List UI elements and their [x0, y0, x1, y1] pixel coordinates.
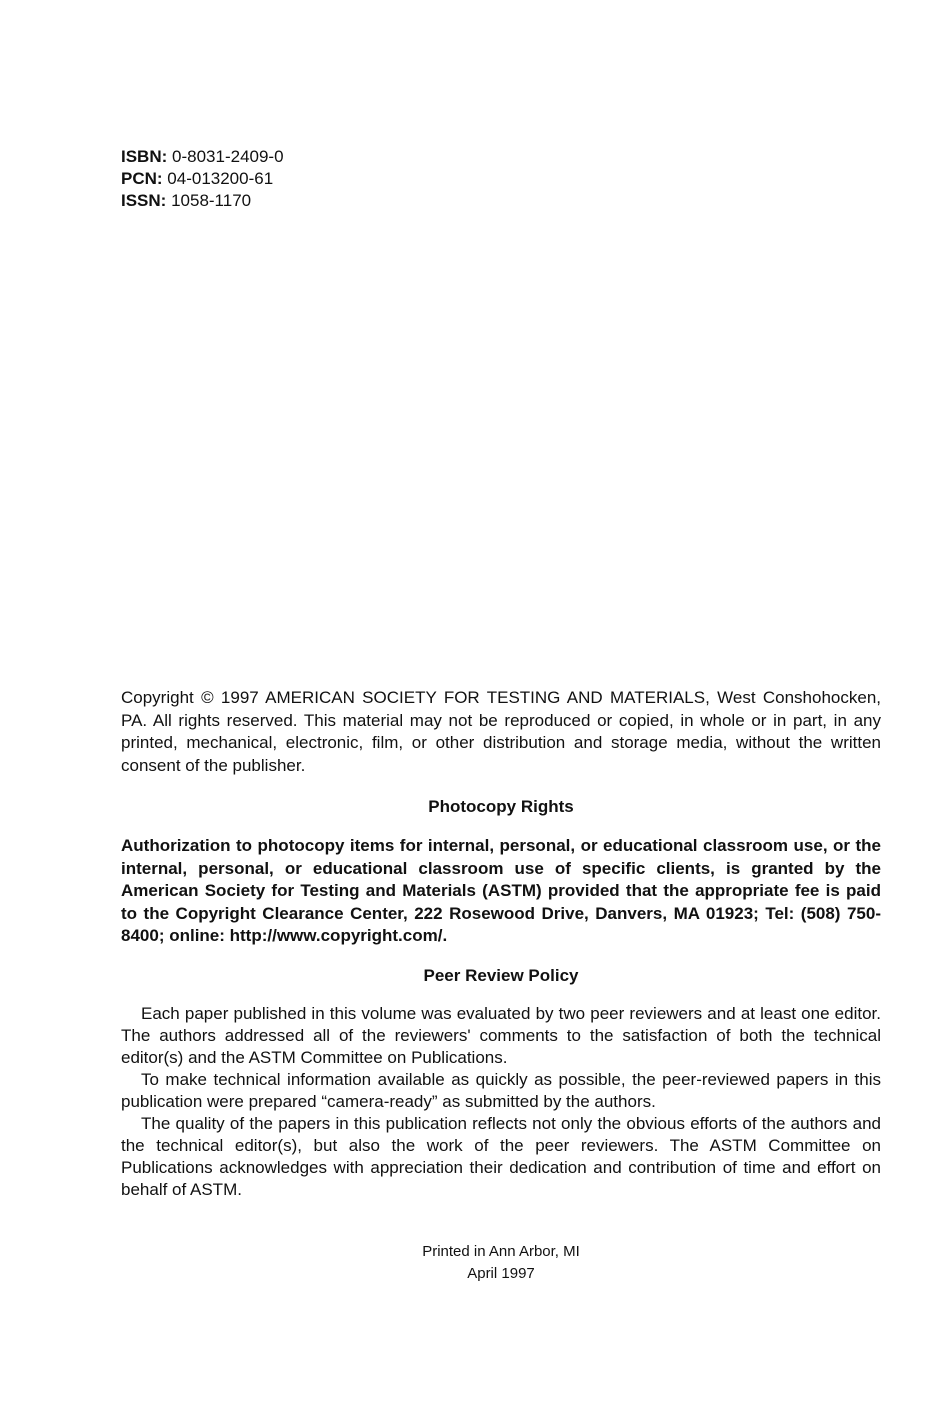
copyright-notice [121, 687, 881, 777]
isbn-row [121, 146, 284, 168]
isbn-value: 0-8031-2409-0 [172, 147, 284, 166]
issn-row [121, 190, 284, 212]
peer-review-paragraph-3: The quality of the papers in this publication reflects not only the obvious efforts of the authors and the technical editor(s), but also the work of the peer reviewers. The ASTM Committee on Publications acknowledges with appreciation their dedication and contribution of time and effort on behalf of ASTM. [121, 1114, 881, 1199]
peer-review-heading: Peer Review Policy [423, 966, 579, 985]
copyright-text: Copyright © 1997 AMERICAN SOCIETY FOR TESTING AND MATERIALS, West Conshohocken, PA. All rights reserved. This material may not be reproduced or copied, in whole or in part, in any printed, mechanical, electronic, film, or other distribution and storage media, without the written consent of the publisher. [121, 688, 881, 775]
identifier-block [121, 146, 284, 212]
photocopy-rights-heading: Photocopy Rights [428, 797, 574, 816]
peer-review-paragraph-2: To make technical information available as quickly as possible, the peer-reviewed papers in this publication were prepared “camera-ready” as submitted by the authors. [121, 1070, 881, 1111]
peer-review-paragraph-1: Each paper published in this volume was evaluated by two peer reviewers and at least one editor. The authors addressed all of the reviewers' comments to the satisfaction of both the technical editor(s) and the ASTM Committee on Publications. [121, 1004, 881, 1067]
pcn-label: PCN: [121, 169, 163, 188]
photocopy-rights-text: Authorization to photocopy items for internal, personal, or educational classroom use, or the internal, personal, or educational classroom use of specific clients, is granted by the American Society for Testing and Materials (ASTM) provided that the appropriate fee is paid to the Copyright Clearance Center, 222 Rosewood Drive, Danvers, MA 01923; Tel: (508) 750-8400; online: http://www.copyright.com/. [121, 836, 881, 945]
pcn-row [121, 168, 284, 190]
issn-value: 1058-1170 [171, 191, 252, 210]
printed-location: Printed in Ann Arbor, MI [422, 1243, 580, 1260]
issn-label: ISSN: [121, 191, 167, 210]
pcn-value: 04-013200-61 [167, 169, 274, 188]
isbn-label: ISBN: [121, 147, 168, 166]
peer-review-section [121, 1003, 881, 1201]
printed-date: April 1997 [467, 1265, 535, 1282]
imprint [121, 1241, 881, 1285]
